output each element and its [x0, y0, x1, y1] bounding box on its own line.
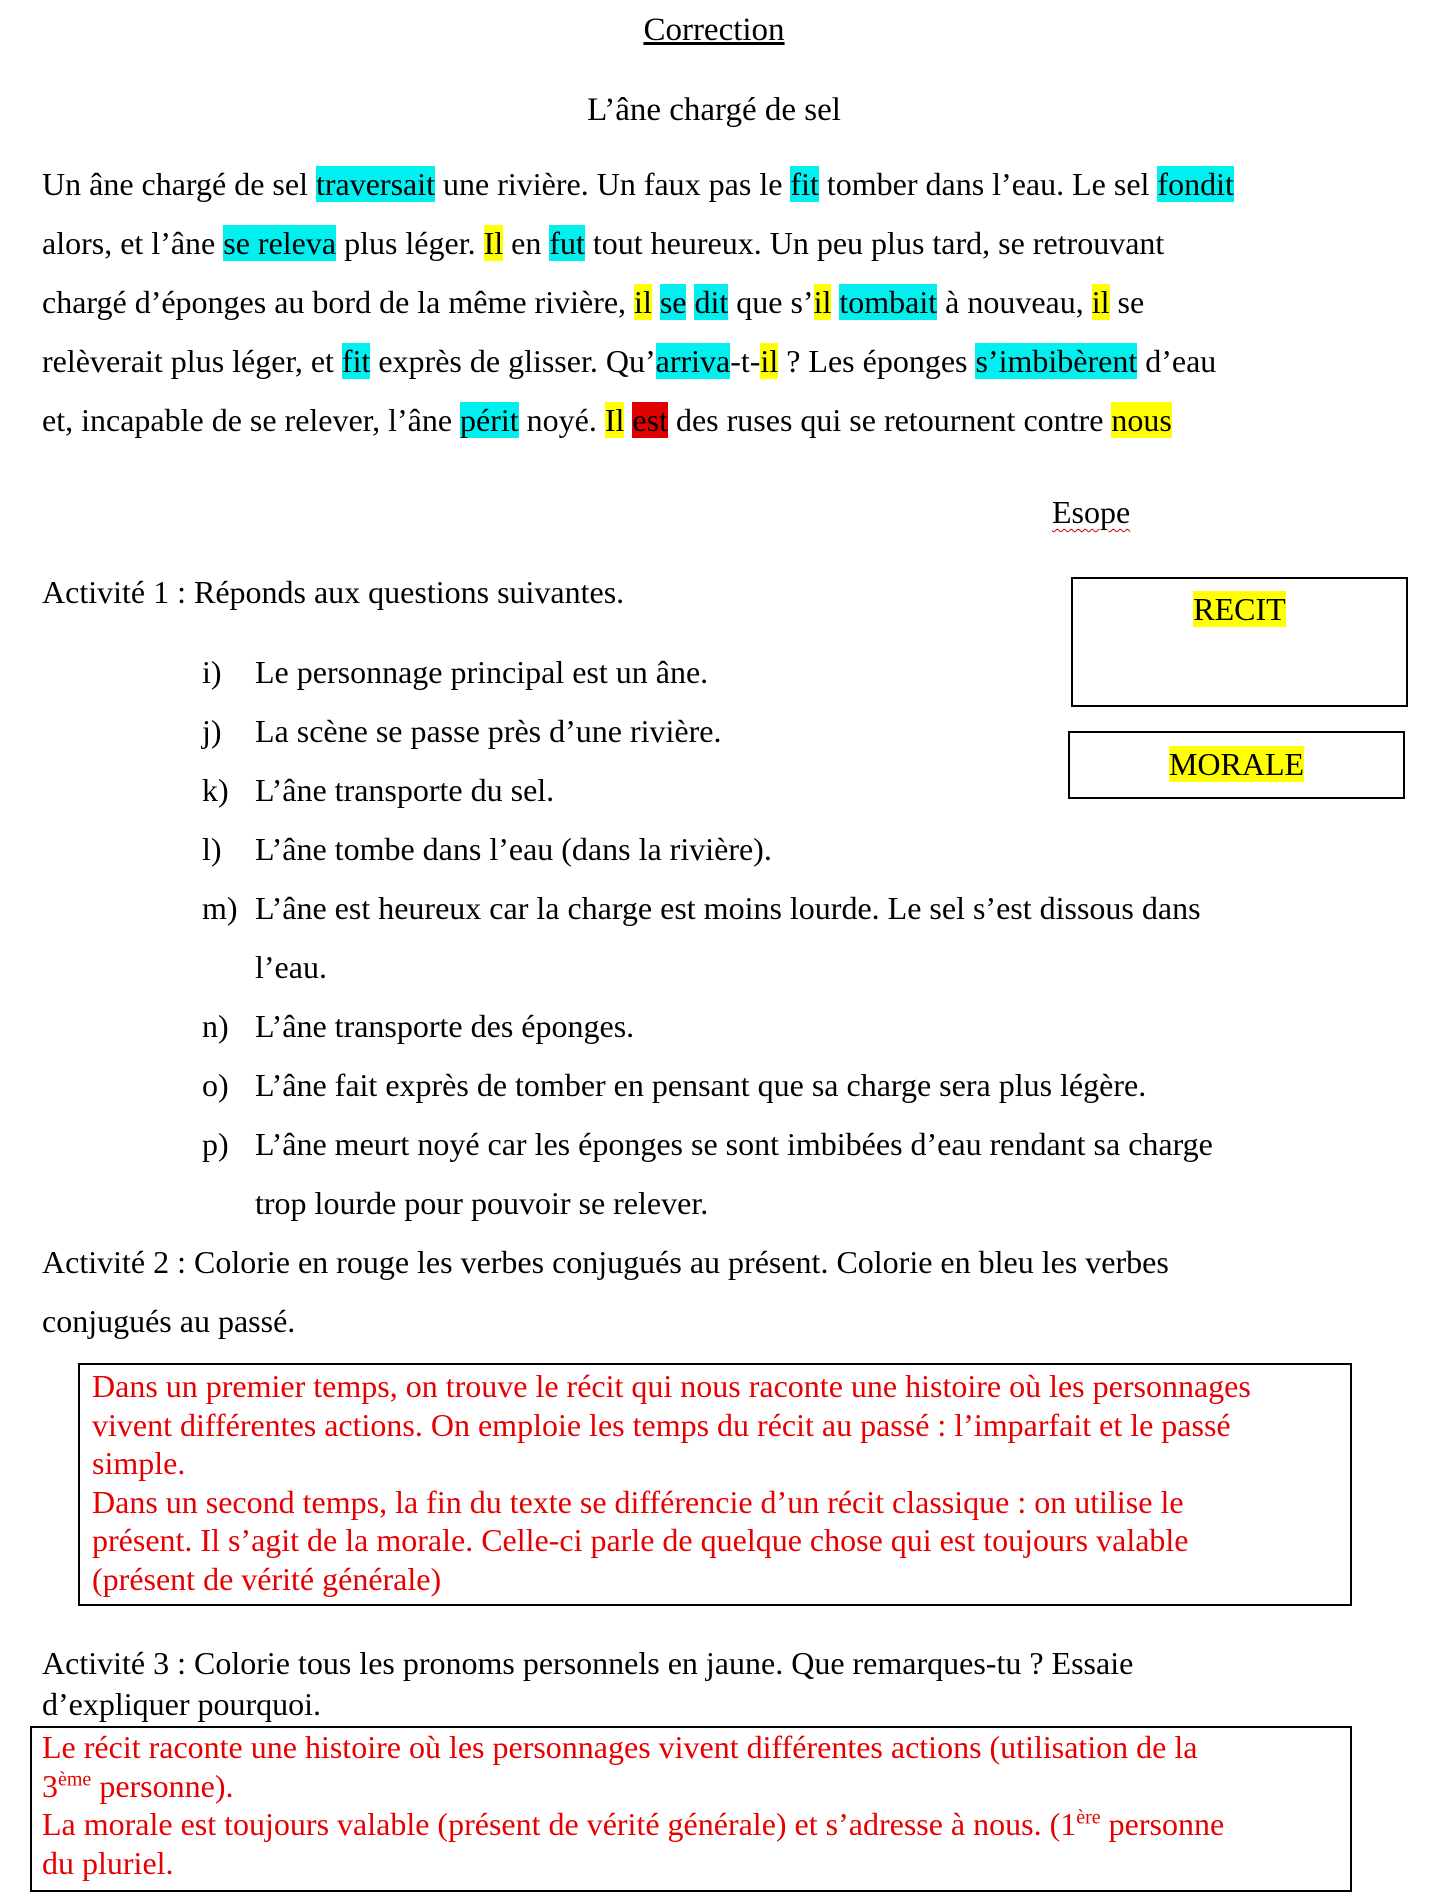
morale-label: MORALE — [1168, 746, 1305, 782]
list-item-letter: k) — [202, 772, 229, 808]
list-item-letter: n) — [202, 1008, 229, 1044]
verb-highlight: tombait — [839, 284, 938, 320]
pronoun-highlight: nous — [1111, 402, 1172, 438]
pronoun-highlight: Il — [604, 402, 625, 438]
pronoun-highlight: il — [760, 343, 779, 379]
answer-line: présent. Il s’agit de la morale. Celle-ci parle de quelque chose qui est toujours valable — [92, 1522, 1189, 1558]
verb-highlight: se — [659, 284, 687, 320]
answer-line: Dans un premier temps, on trouve le récit qui nous raconte une histoire où les personnages — [92, 1368, 1251, 1404]
verb-highlight: traversait — [315, 166, 435, 202]
list-item-letter: o) — [202, 1067, 229, 1103]
list-item: L’âne tombe dans l’eau (dans la rivière). — [255, 831, 772, 867]
activity-3-prompt: Activité 3 : Colorie tous les pronoms personnels en jaune. Que remarques-tu ? Essaie — [42, 1645, 1134, 1681]
list-item: L’âne transporte des éponges. — [255, 1008, 635, 1044]
pronoun-highlight: il — [813, 284, 832, 320]
answer-line: 3ème personne). — [42, 1767, 234, 1804]
verb-highlight: fut — [549, 225, 585, 261]
list-item-letter: m) — [202, 890, 238, 926]
answer-line: Le récit raconte une histoire où les personnages vivent différentes actions (utilisation de la — [42, 1729, 1198, 1765]
list-item-letter: i) — [202, 654, 222, 690]
story-line-4: relèverait plus léger, et fit exprès de glisser. Qu’arriva-t-il ? Les éponges s’imbibèrent d’eau — [42, 343, 1217, 379]
list-item-continuation: l’eau. — [255, 949, 327, 985]
list-item: L’âne transporte du sel. — [255, 772, 555, 808]
page-title: Correction — [643, 12, 785, 48]
list-item-letter: p) — [202, 1126, 229, 1162]
recit-label: RECIT — [1193, 591, 1286, 627]
list-item: La scène se passe près d’une rivière. — [255, 713, 722, 749]
list-item-continuation: trop lourde pour pouvoir se relever. — [255, 1185, 709, 1221]
verb-highlight: se releva — [223, 225, 337, 261]
story-line-3: chargé d’éponges au bord de la même rivière, il se dit que s’il tombait à nouveau, il se — [42, 284, 1145, 320]
verb-highlight: périt — [460, 402, 519, 438]
present-verb-highlight: est — [632, 402, 668, 438]
list-item-letter: l) — [202, 831, 222, 867]
activity-2-prompt: Activité 2 : Colorie en rouge les verbes conjugués au présent. Colorie en bleu les verbes — [42, 1244, 1169, 1280]
list-item: L’âne fait exprès de tomber en pensant que sa charge sera plus légère. — [255, 1067, 1147, 1103]
pronoun-highlight: il — [1091, 284, 1110, 320]
activity-3-answer-box — [30, 1726, 1352, 1892]
recit-box — [1071, 577, 1408, 707]
list-item-letter: j) — [202, 713, 222, 749]
pronoun-highlight: il — [634, 284, 652, 320]
list-item: L’âne meurt noyé car les éponges se sont imbibées d’eau rendant sa charge — [255, 1126, 1213, 1162]
verb-highlight: fondit — [1157, 166, 1234, 202]
list-item: Le personnage principal est un âne. — [255, 654, 709, 690]
answer-line: du pluriel. — [42, 1844, 174, 1881]
answer-line: (présent de vérité générale) — [92, 1560, 442, 1597]
activity-3-prompt-cont: d’expliquer pourquoi. — [42, 1686, 322, 1722]
author: Esope — [1052, 494, 1131, 530]
activity-1-prompt: Activité 1 : Réponds aux questions suivantes. — [42, 574, 625, 610]
verb-highlight: fit — [790, 166, 819, 202]
verb-highlight: fit — [341, 343, 371, 379]
verb-highlight: dit — [694, 284, 729, 320]
activity-2-answer-box — [78, 1363, 1352, 1606]
story-title: L’âne chargé de sel — [587, 92, 841, 128]
answer-line: simple. — [92, 1445, 186, 1481]
story-line-2: alors, et l’âne se releva plus léger. Il en fut tout heureux. Un peu plus tard, se retrouvant — [42, 225, 1165, 261]
story-line-1: Un âne chargé de sel traversait une rivière. Un faux pas le fit tomber dans l’eau. Le sel fondit — [42, 166, 1234, 202]
answer-line: Dans un second temps, la fin du texte se différencie d’un récit classique : on utilise le — [92, 1483, 1184, 1520]
answer-line: vivent différentes actions. On emploie les temps du récit au passé : l’imparfait et le passé — [92, 1406, 1231, 1443]
morale-box — [1068, 731, 1405, 799]
pronoun-highlight: Il — [483, 225, 504, 261]
verb-highlight: arriva — [655, 343, 731, 379]
list-item: L’âne est heureux car la charge est moins lourde. Le sel s’est dissous dans — [255, 890, 1201, 926]
verb-highlight: s’imbibèrent — [975, 343, 1138, 379]
story-line-5: et, incapable de se relever, l’âne périt noyé. Il est des ruses qui se retournent contre nous — [42, 402, 1172, 438]
answer-line: La morale est toujours valable (présent de vérité générale) et s’adresse à nous. (1ère personne — [42, 1806, 1225, 1842]
activity-2-prompt-cont: conjugués au passé. — [42, 1303, 296, 1339]
